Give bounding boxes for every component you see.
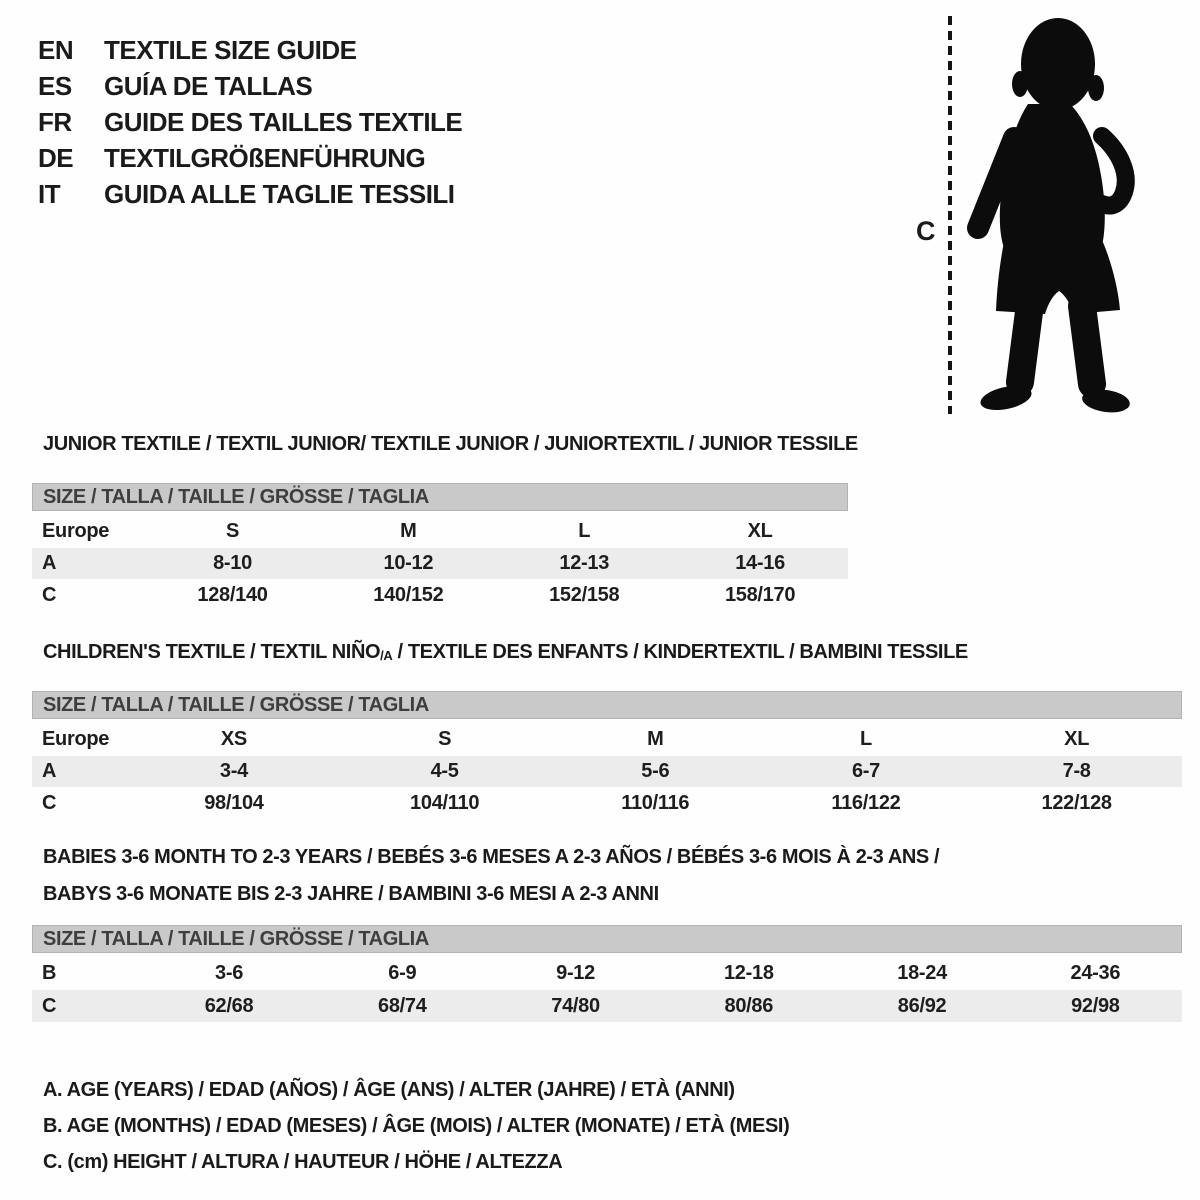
children-title-suffix: / TEXTILE DES ENFANTS / KINDERTEXTIL / BAMBINI TESSILE	[392, 641, 968, 663]
row-label: B	[42, 961, 57, 984]
lang-code: EN	[38, 35, 74, 65]
lang-row-de	[38, 140, 462, 176]
lang-row-es	[38, 68, 462, 104]
table-row	[32, 990, 1182, 1022]
lang-title: TEXTILE SIZE GUIDE	[104, 35, 357, 65]
value-cell: 5-6	[641, 760, 670, 782]
value-cell: 3-6	[215, 961, 244, 984]
row-label: C	[42, 584, 57, 606]
lang-row-fr	[38, 104, 462, 140]
lang-title: GUÍA DE TALLAS	[104, 71, 313, 101]
children-size-table	[32, 691, 1182, 820]
value-cell: 10-12	[383, 552, 434, 574]
babies-section-title	[43, 839, 939, 913]
value-cell: 140/152	[373, 584, 444, 606]
size-cell: S	[225, 519, 240, 542]
value-cell: 6-9	[388, 961, 417, 984]
legend-line-c: C. (cm) HEIGHT / ALTURA / HAUTEUR / HÖHE / ALTEZZA	[43, 1151, 563, 1173]
size-cell: XL	[1064, 727, 1090, 750]
table-row	[32, 548, 848, 579]
value-cell: 9-12	[556, 961, 595, 984]
size-cell: L	[578, 519, 591, 542]
size-band: SIZE / TALLA / TAILLE / GRÖSSE / TAGLIA	[32, 483, 848, 511]
value-cell: 12-18	[723, 961, 774, 984]
babies-title-line1: BABIES 3-6 MONTH TO 2-3 YEARS / BEBÉS 3-6 MESES A 2-3 AÑOS / BÉBÉS 3-6 MOIS À 2-3 ANS /	[43, 846, 940, 868]
table-row	[32, 579, 848, 612]
value-cell: 14-16	[735, 552, 785, 574]
children-section-title	[43, 641, 968, 664]
size-cell: M	[647, 727, 664, 750]
value-cell: 4-5	[430, 760, 459, 782]
junior-size-table	[32, 483, 848, 612]
value-cell: 62/68	[204, 994, 254, 1017]
lang-row-it	[38, 176, 462, 212]
size-band: SIZE / TALLA / TAILLE / GRÖSSE / TAGLIA	[32, 925, 1182, 953]
row-label: A	[42, 760, 57, 782]
value-cell: 98/104	[204, 792, 264, 814]
measurement-legend	[43, 1072, 789, 1180]
toddler-silhouette	[964, 14, 1136, 416]
value-cell: 92/98	[1071, 994, 1120, 1017]
table-row	[32, 722, 1182, 756]
lang-row-en	[38, 32, 462, 68]
babies-table-grid	[32, 956, 1182, 1022]
table-row	[32, 956, 1182, 990]
size-cell: XS	[220, 727, 247, 750]
lang-code: ES	[38, 71, 72, 101]
value-cell: 68/74	[378, 994, 427, 1017]
lang-title: TEXTILGRÖßENFÜHRUNG	[104, 143, 426, 173]
children-table-grid	[32, 722, 1182, 820]
lang-title: GUIDA ALLE TAGLIE TESSILI	[104, 179, 455, 209]
babies-size-table	[32, 925, 1182, 1022]
value-cell: 122/128	[1041, 792, 1112, 814]
value-cell: 6-7	[851, 760, 880, 782]
value-cell: 7-8	[1062, 760, 1091, 782]
junior-table-grid	[32, 514, 848, 612]
height-measure-label: C	[916, 216, 936, 246]
lang-code: FR	[38, 107, 72, 137]
table-row	[32, 756, 1182, 787]
language-title-list	[38, 32, 462, 212]
value-cell: 128/140	[197, 584, 268, 606]
value-cell: 74/80	[551, 994, 600, 1017]
lang-code: IT	[38, 179, 61, 209]
value-cell: 24-36	[1070, 961, 1121, 984]
legend-line-a: A. AGE (YEARS) / EDAD (AÑOS) / ÂGE (ANS) / ALTER (JAHRE) / ETÀ (ANNI)	[43, 1079, 735, 1101]
row-label: C	[42, 792, 57, 814]
row-label: Europe	[42, 727, 110, 750]
value-cell: 152/158	[549, 584, 620, 606]
row-label: A	[42, 552, 57, 574]
size-cell: M	[400, 519, 417, 542]
babies-title-line2: BABYS 3-6 MONATE BIS 2-3 JAHRE / BAMBINI 3-6 MESI A 2-3 ANNI	[43, 883, 659, 905]
value-cell: 104/110	[410, 792, 480, 814]
children-title-sub: /A	[380, 648, 393, 663]
value-cell: 80/86	[724, 994, 774, 1017]
size-cell: S	[438, 727, 452, 750]
row-label: Europe	[42, 519, 110, 542]
lang-title: GUIDE DES TAILLES TEXTILE	[104, 107, 463, 137]
legend-line-b: B. AGE (MONTHS) / EDAD (MESES) / ÂGE (MOIS) / ALTER (MONATE) / ETÀ (MESI)	[43, 1115, 790, 1137]
value-cell: 158/170	[724, 584, 796, 606]
value-cell: 110/116	[621, 792, 690, 814]
size-cell: L	[859, 727, 872, 750]
value-cell: 116/122	[831, 792, 901, 814]
value-cell: 8-10	[213, 552, 252, 574]
height-measure-dashed-line	[948, 16, 952, 414]
size-cell: XL	[747, 519, 773, 542]
table-row	[32, 514, 848, 548]
value-cell: 3-4	[219, 760, 248, 782]
row-label: C	[42, 994, 57, 1017]
size-band: SIZE / TALLA / TAILLE / GRÖSSE / TAGLIA	[32, 691, 1182, 719]
table-row	[32, 787, 1182, 820]
children-title-prefix: CHILDREN'S TEXTILE / TEXTIL NIÑO	[43, 641, 381, 663]
value-cell: 86/92	[897, 994, 947, 1017]
value-cell: 12-13	[559, 552, 610, 574]
lang-code: DE	[38, 143, 74, 173]
value-cell: 18-24	[897, 961, 947, 984]
junior-section-title: JUNIOR TEXTILE / TEXTIL JUNIOR/ TEXTILE JUNIOR / JUNIORTEXTIL / JUNIOR TESSILE	[43, 433, 858, 455]
